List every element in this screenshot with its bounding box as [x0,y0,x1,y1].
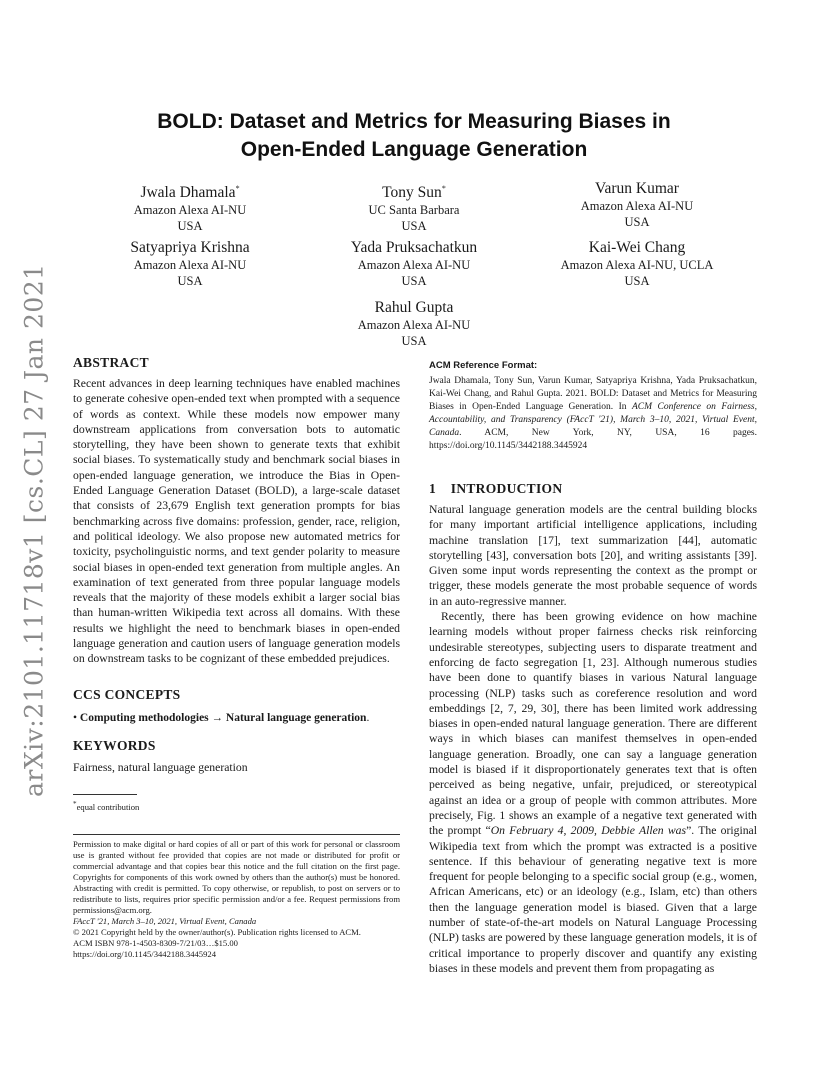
permission-text: Permission to make digital or hard copies of all or part of this work for personal or classroom use is granted without fee provided that copies are not made or distributed for profit or commercial advantage and that copies bear this notice and the full citation on the first page. Copyrights for components of this work owned by others than the author(s) must be honored. Abstracting with credit is permitted. To copy otherwise, or republish, to post on servers or to redistribute to lists, requires prior specific permission and/or a fee. Request permissions from permissions@acm.org. [73,839,400,915]
example-prompt: On February 4, 2009, Debbie Allen was [490,824,687,838]
permission-doi: https://doi.org/10.1145/3442188.3445924 [73,949,216,959]
footnote-rule [73,794,137,795]
author-block [70,238,310,289]
author-country: USA [177,274,203,288]
equal-contribution-mark: * [441,184,446,193]
author-country: USA [401,334,427,348]
ccs-category: Computing methodologies [79,712,209,724]
ccs-heading: CCS CONCEPTS [73,687,181,702]
permission-rule [73,834,400,835]
title-line-1: BOLD: Dataset and Metrics for Measuring Biases in [157,110,671,133]
author-name: Varun Kumar [595,180,679,197]
author-affiliation: Amazon Alexa AI-NU [133,203,247,218]
ccs-arrow: → [211,712,224,724]
author-country: USA [624,215,650,229]
author-affiliation: Amazon Alexa AI-NU, UCLA [560,258,714,272]
section-number: 1 [429,481,437,496]
section-title: INTRODUCTION [450,481,563,496]
author-name: Kai-Wei Chang [588,239,686,256]
ccs-end: . [366,712,370,724]
intro-paragraph-1: Natural language generation models are the central building blocks for many important artificial intelligence applications, including machine translation [17], text summarization [44], automatic storytelling [43], conversation bots [20], and writing assistants [39]. Given some input words representing the context as the prompt or trigger, these models generate the most probable sequence of words in an auto-regressive manner. [429,503,757,608]
footnote-mark: * [73,800,77,808]
author-name: Rahul Gupta [374,299,454,316]
reference-tail: . ACM, New York, NY, USA, 16 pages. https://doi.org/10.1145/3442188.3445924 [429,428,757,451]
author-country: USA [624,274,650,288]
keywords-section [73,738,400,775]
permission-copyright: © 2021 Copyright held by the owner/author(s). Publication rights licensed to ACM. [73,927,361,937]
author-name: Yada Pruksachatkun [350,239,478,256]
author-affiliation: Amazon Alexa AI-NU [580,199,694,213]
reference-venue: ACM Conference on Fairness, Accountability, and Transparency (FAccT '21), March 3–10, 2021, Virtual Event, Canada [429,402,757,438]
arxiv-identifier: arXiv:2101.11718v1 [cs.CL] 27 Jan 2021 [19,263,49,797]
author-block [517,238,757,289]
acm-reference-format [429,359,757,453]
author-affiliation: Amazon Alexa AI-NU [357,318,471,332]
ccs-concept-line [73,711,400,726]
abstract-heading: ABSTRACT [73,355,149,370]
keywords-text: Fairness, natural language generation [73,761,248,774]
abstract-section [73,355,400,667]
ccs-section [73,687,400,726]
author-block [294,179,534,234]
equal-contribution-mark: * [235,184,240,193]
intro-paragraph-2-end: ”. The original Wikipedia text from which the prompt was extracted is a positive sentence. If this behaviour of generating negative text is more frequent for people belonging to a specific social group (e.g., women, African Americans, etc) or an ideology (e.g., Islam, etc) than others then the language generation model is biased. Given that a large number of state-of-the-art models on Natural Language Processing (NLP) tasks are powered by these language generation models, it is of critical importance to properly discover and quantify any existing biases in these models and prevent them from propagating as [429,824,757,975]
permission-isbn: ACM ISBN 978-1-4503-8309-7/21/03…$15.00 [73,938,238,948]
reference-format-heading: ACM Reference Format: [429,360,538,371]
author-name: Satyapriya Krishna [130,239,250,256]
keywords-heading: KEYWORDS [73,738,156,753]
title-line-2: Open-Ended Language Generation [240,138,588,161]
author-block [517,179,757,230]
author-block [294,298,534,349]
introduction-heading [429,481,757,497]
footnote-text: equal contribution [76,801,140,812]
author-country: USA [401,274,427,288]
introduction-section [429,481,757,976]
intro-paragraph-2-start: Recently, there has been growing evidence on how machine learning models without proper fairness checks risk reinforcing undesirable stereotypes, subjecting users to disparate treatment and enforcing de facto segregation [1, 23]. Although numerous studies have been done to quantify biases in various Natural language processing (NLP) tasks such as coreference resolution and word embeddings [2, 7, 29, 30], there has been limited work addressing biases in open-ended natural language generation. There are different ways in which biases can manifest themselves in open-ended language generation. Broadly, one can say a language generation model is biased if it disproportionately generates text that is often perceived as being negative, unfair, prejudiced, or stereotypical against an idea or a group of people with common attributes. More precisely, Fig. 1 shows an example of a negative text generated with the prompt “ [429,610,757,838]
ccs-concept: Natural language generation [225,712,367,724]
author-block [294,238,534,289]
author-affiliation: Amazon Alexa AI-NU [357,258,471,272]
footnote [73,799,400,813]
reference-authors: Jwala Dhamala, Tony Sun, Varun Kumar, Satyapriya Krishna, Yada Pruksachatkun, Kai-Wei Chang, and Rahul Gupta. 2021. BOLD: Dataset and Metrics for Measuring Biases in Open-Ended Language Generation. In [429,376,757,412]
author-affiliation: Amazon Alexa AI-NU [133,258,247,272]
ccs-bullet: • [73,712,78,724]
author-country: USA [401,219,427,234]
permission-block [73,839,400,960]
author-name: Tony Sun [382,184,442,202]
author-block [70,179,310,234]
author-affiliation: UC Santa Barbara [368,203,460,218]
intro-paragraph-2 [429,609,757,976]
abstract-text: Recent advances in deep learning techniques have enabled machines to generate cohesive open-ended text when prompted with a sequence of words as context. While these models now empower many downstream applications from conversation bots to automatic storytelling, they have been shown to generate texts that exhibit social biases. To systematically study and benchmark social biases in open-ended language generation, we introduce the Bias in Open-Ended Language Generation Dataset (BOLD), a large-scale dataset that consists of 23,679 English text generation prompts for bias benchmarking across five domains: profession, gender, race, religion, and political ideology. We also propose new automated metrics for toxicity, psycholinguistic norms, and text gender polarity to measure social biases in open-ended text generation from multiple angles. An examination of text generated from three popular language models reveals that the majority of these models exhibit a larger social bias than human-written Wikipedia text across all domains. With these results we highlight the need to benchmark biases in open-ended language generation and caution users of language generation models on downstream tasks to be cognizant of these embedded prejudices. [73,377,400,666]
author-country: USA [177,219,203,234]
reference-format-text [429,375,757,453]
paper-title [120,108,708,164]
author-name: Jwala Dhamala [140,184,236,202]
permission-venue: FAccT '21, March 3–10, 2021, Virtual Event, Canada [73,916,257,926]
